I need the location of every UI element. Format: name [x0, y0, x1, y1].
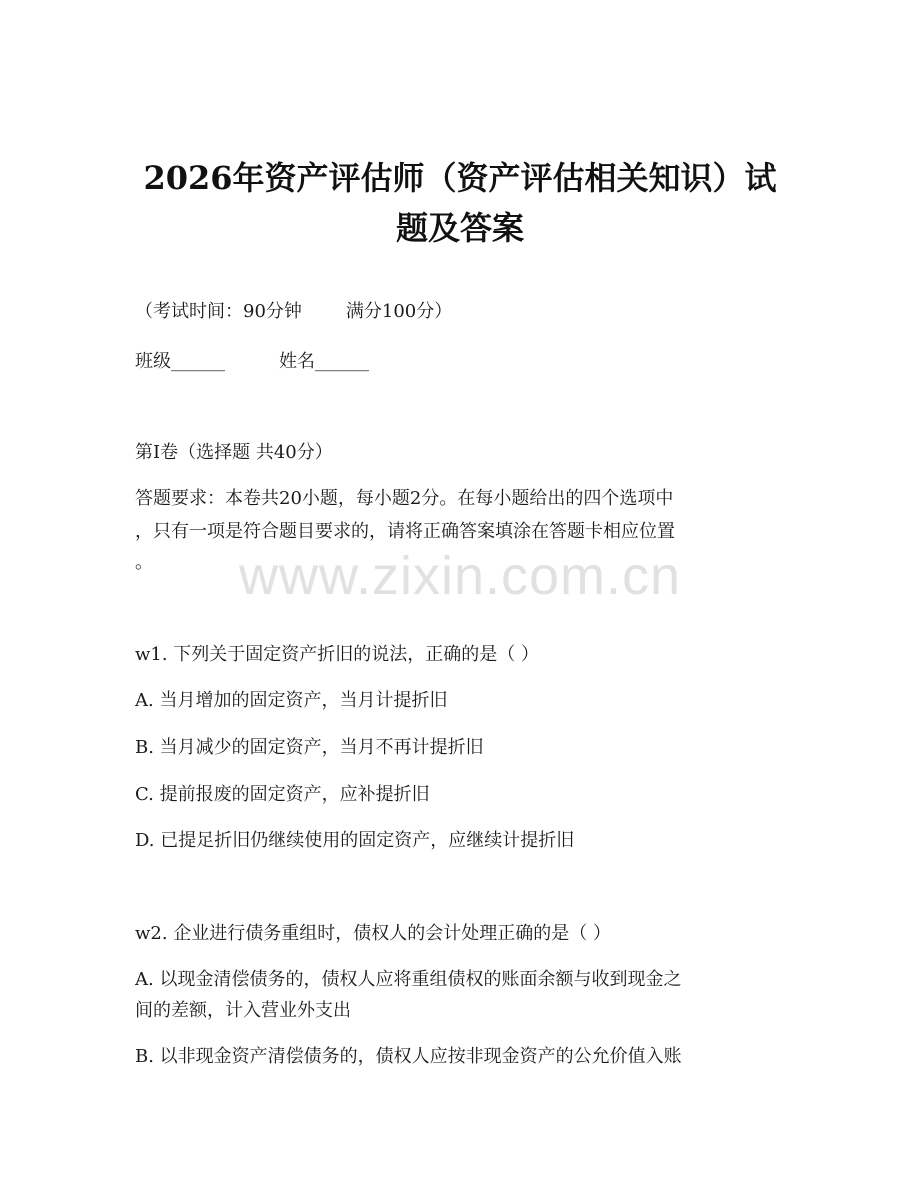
question-2-option-b: B. 以非现金资产清偿债务的，债权人应按非现金资产的公允价值入账 [135, 1046, 682, 1067]
instructions-line-3: 。 [135, 552, 153, 573]
exam-info [135, 298, 785, 326]
question-1-option-b: B. 当月减少的固定资产，当月不再计提折旧 [135, 737, 484, 758]
watermark: www.zixin.com.cn [238, 546, 682, 606]
question-2-stem: w2. 企业进行债务重组时，债权人的会计处理正确的是（ ） [135, 923, 612, 944]
full-score: 满分100分） [345, 301, 453, 322]
name-field: 姓名______ [279, 351, 369, 372]
class-field: 班级______ [135, 351, 225, 372]
question-2-option-a-cont: 间的差额，计入营业外支出 [135, 1000, 351, 1021]
question-1-option-c: C. 提前报废的固定资产，应补提折旧 [135, 784, 430, 805]
section-heading: 第I卷（选择题 共40分） [135, 442, 333, 463]
instructions-line-2: ，只有一项是符合题目要求的，请将正确答案填涂在答题卡相应位置 [135, 521, 675, 542]
question-1-option-d: D. 已提足折旧仍继续使用的固定资产，应继续计提折旧 [135, 830, 575, 851]
document-title-line-1: 2026年资产评估师（资产评估相关知识）试 [143, 159, 777, 197]
question-1-stem: w1. 下列关于固定资产折旧的说法，正确的是（ ） [135, 644, 540, 665]
document-title-line-2: 题及答案 [395, 209, 524, 247]
exam-time: （考试时间：90分钟 [135, 301, 302, 322]
question-1-option-a: A. 当月增加的固定资产，当月计提折旧 [135, 690, 448, 711]
question-2-option-a: A. 以现金清偿债务的，债权人应将重组债权的账面余额与收到现金之 [135, 969, 682, 990]
instructions-line-1: 答题要求：本卷共20小题，每小题2分。在每小题给出的四个选项中 [135, 488, 674, 509]
student-info [135, 348, 785, 376]
